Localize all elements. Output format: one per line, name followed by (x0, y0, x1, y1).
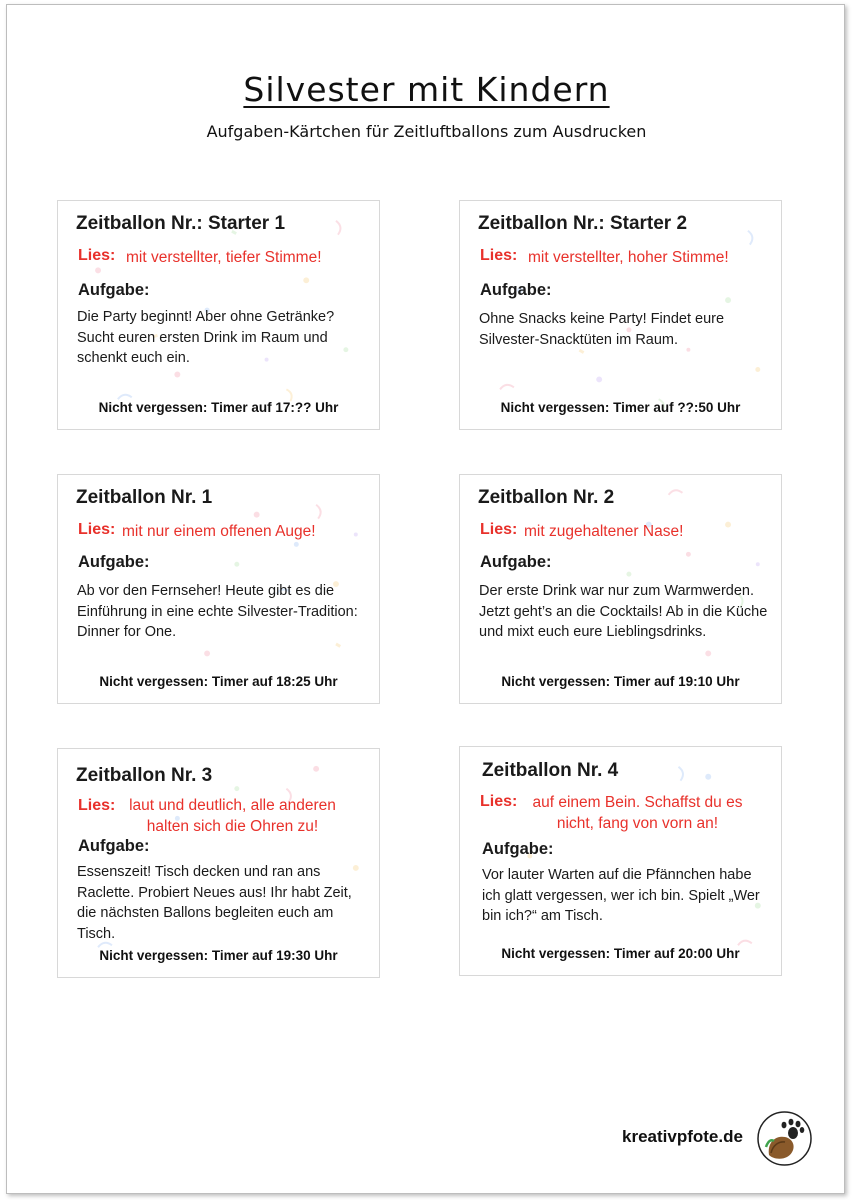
card-nr-3 (57, 748, 380, 978)
card-title: Zeitballon Nr. 4 (482, 760, 619, 781)
timer-note: Nicht vergessen: Timer auf 17:?? Uhr (98, 400, 339, 415)
card-title: Zeitballon Nr. 2 (478, 487, 615, 508)
task-text: Der erste Drink war nur zum Warmwerden. Jetzt geht’s an die Cocktails! Ab in die Küche und mixt euch eure Lieblingsdrinks. (479, 583, 768, 640)
task-text: Ohne Snacks keine Party! Findet eure Silvester-Snacktüten im Raum. (479, 311, 725, 348)
lies-label: Lies: (78, 521, 116, 538)
task-text: Die Party beginnt! Aber ohne Getränke? Sucht euren ersten Drink im Raum und schenkt euch ein. (77, 309, 335, 366)
lies-instruction: laut und deutlich, alle anderen halten sich die Ohren zu! (129, 797, 336, 835)
page-title: Silvester mit Kindern (243, 70, 610, 109)
card-title: Zeitballon Nr.: Starter 1 (76, 213, 286, 234)
lies-instruction: mit verstellter, tiefer Stimme! (126, 249, 322, 266)
lies-label: Lies: (480, 521, 518, 538)
aufgabe-label: Aufgabe: (78, 553, 150, 571)
timer-note: Nicht vergessen: Timer auf 19:30 Uhr (99, 948, 338, 963)
task-text: Vor lauter Warten auf die Pfännchen habe ich glatt vergessen, wer ich bin. Spielt „Wer bin ich?“ am Tisch. (482, 867, 760, 924)
card-nr-4 (459, 746, 782, 976)
timer-note: Nicht vergessen: Timer auf 20:00 Uhr (501, 946, 740, 961)
page-subtitle: Aufgaben-Kärtchen für Zeitluftballons zum Ausdrucken (206, 122, 647, 141)
aufgabe-label: Aufgabe: (78, 837, 150, 855)
aufgabe-label: Aufgabe: (480, 553, 552, 571)
card-starter-2 (459, 200, 782, 430)
card-nr-2 (459, 474, 782, 704)
lies-label: Lies: (480, 793, 518, 810)
lies-label: Lies: (78, 247, 116, 264)
task-text: Ab vor den Fernseher! Heute gibt es die Einführung in eine echte Silvester-Tradition: Dinner for One. (77, 583, 358, 640)
lies-label: Lies: (480, 247, 518, 264)
lies-instruction: mit verstellter, hoher Stimme! (528, 249, 729, 266)
task-text: Essenszeit! Tisch decken und ran ans Raclette. Probiert Neues aus! Ihr habt Zeit, die nächsten Ballons begleiten euch am Tisch. (77, 864, 352, 942)
paw-squirrel-logo-icon (757, 1111, 812, 1166)
lies-label: Lies: (78, 797, 116, 814)
card-title: Zeitballon Nr. 1 (76, 487, 213, 508)
aufgabe-label: Aufgabe: (78, 281, 150, 299)
aufgabe-label: Aufgabe: (482, 840, 554, 858)
footer-website: kreativpfote.de (622, 1127, 743, 1146)
card-title: Zeitballon Nr. 3 (76, 765, 213, 786)
lies-instruction: mit nur einem offenen Auge! (122, 523, 316, 540)
aufgabe-label: Aufgabe: (480, 281, 552, 299)
timer-note: Nicht vergessen: Timer auf 18:25 Uhr (99, 674, 338, 689)
lies-instruction: mit zugehaltener Nase! (524, 523, 684, 540)
timer-note: Nicht vergessen: Timer auf 19:10 Uhr (501, 674, 740, 689)
timer-note: Nicht vergessen: Timer auf ??:50 Uhr (500, 400, 741, 415)
card-title: Zeitballon Nr.: Starter 2 (478, 213, 688, 234)
lies-instruction: auf einem Bein. Schaffst du es nicht, fang von vorn an! (532, 794, 743, 832)
card-starter-1 (57, 200, 380, 430)
card-nr-1 (57, 474, 380, 704)
